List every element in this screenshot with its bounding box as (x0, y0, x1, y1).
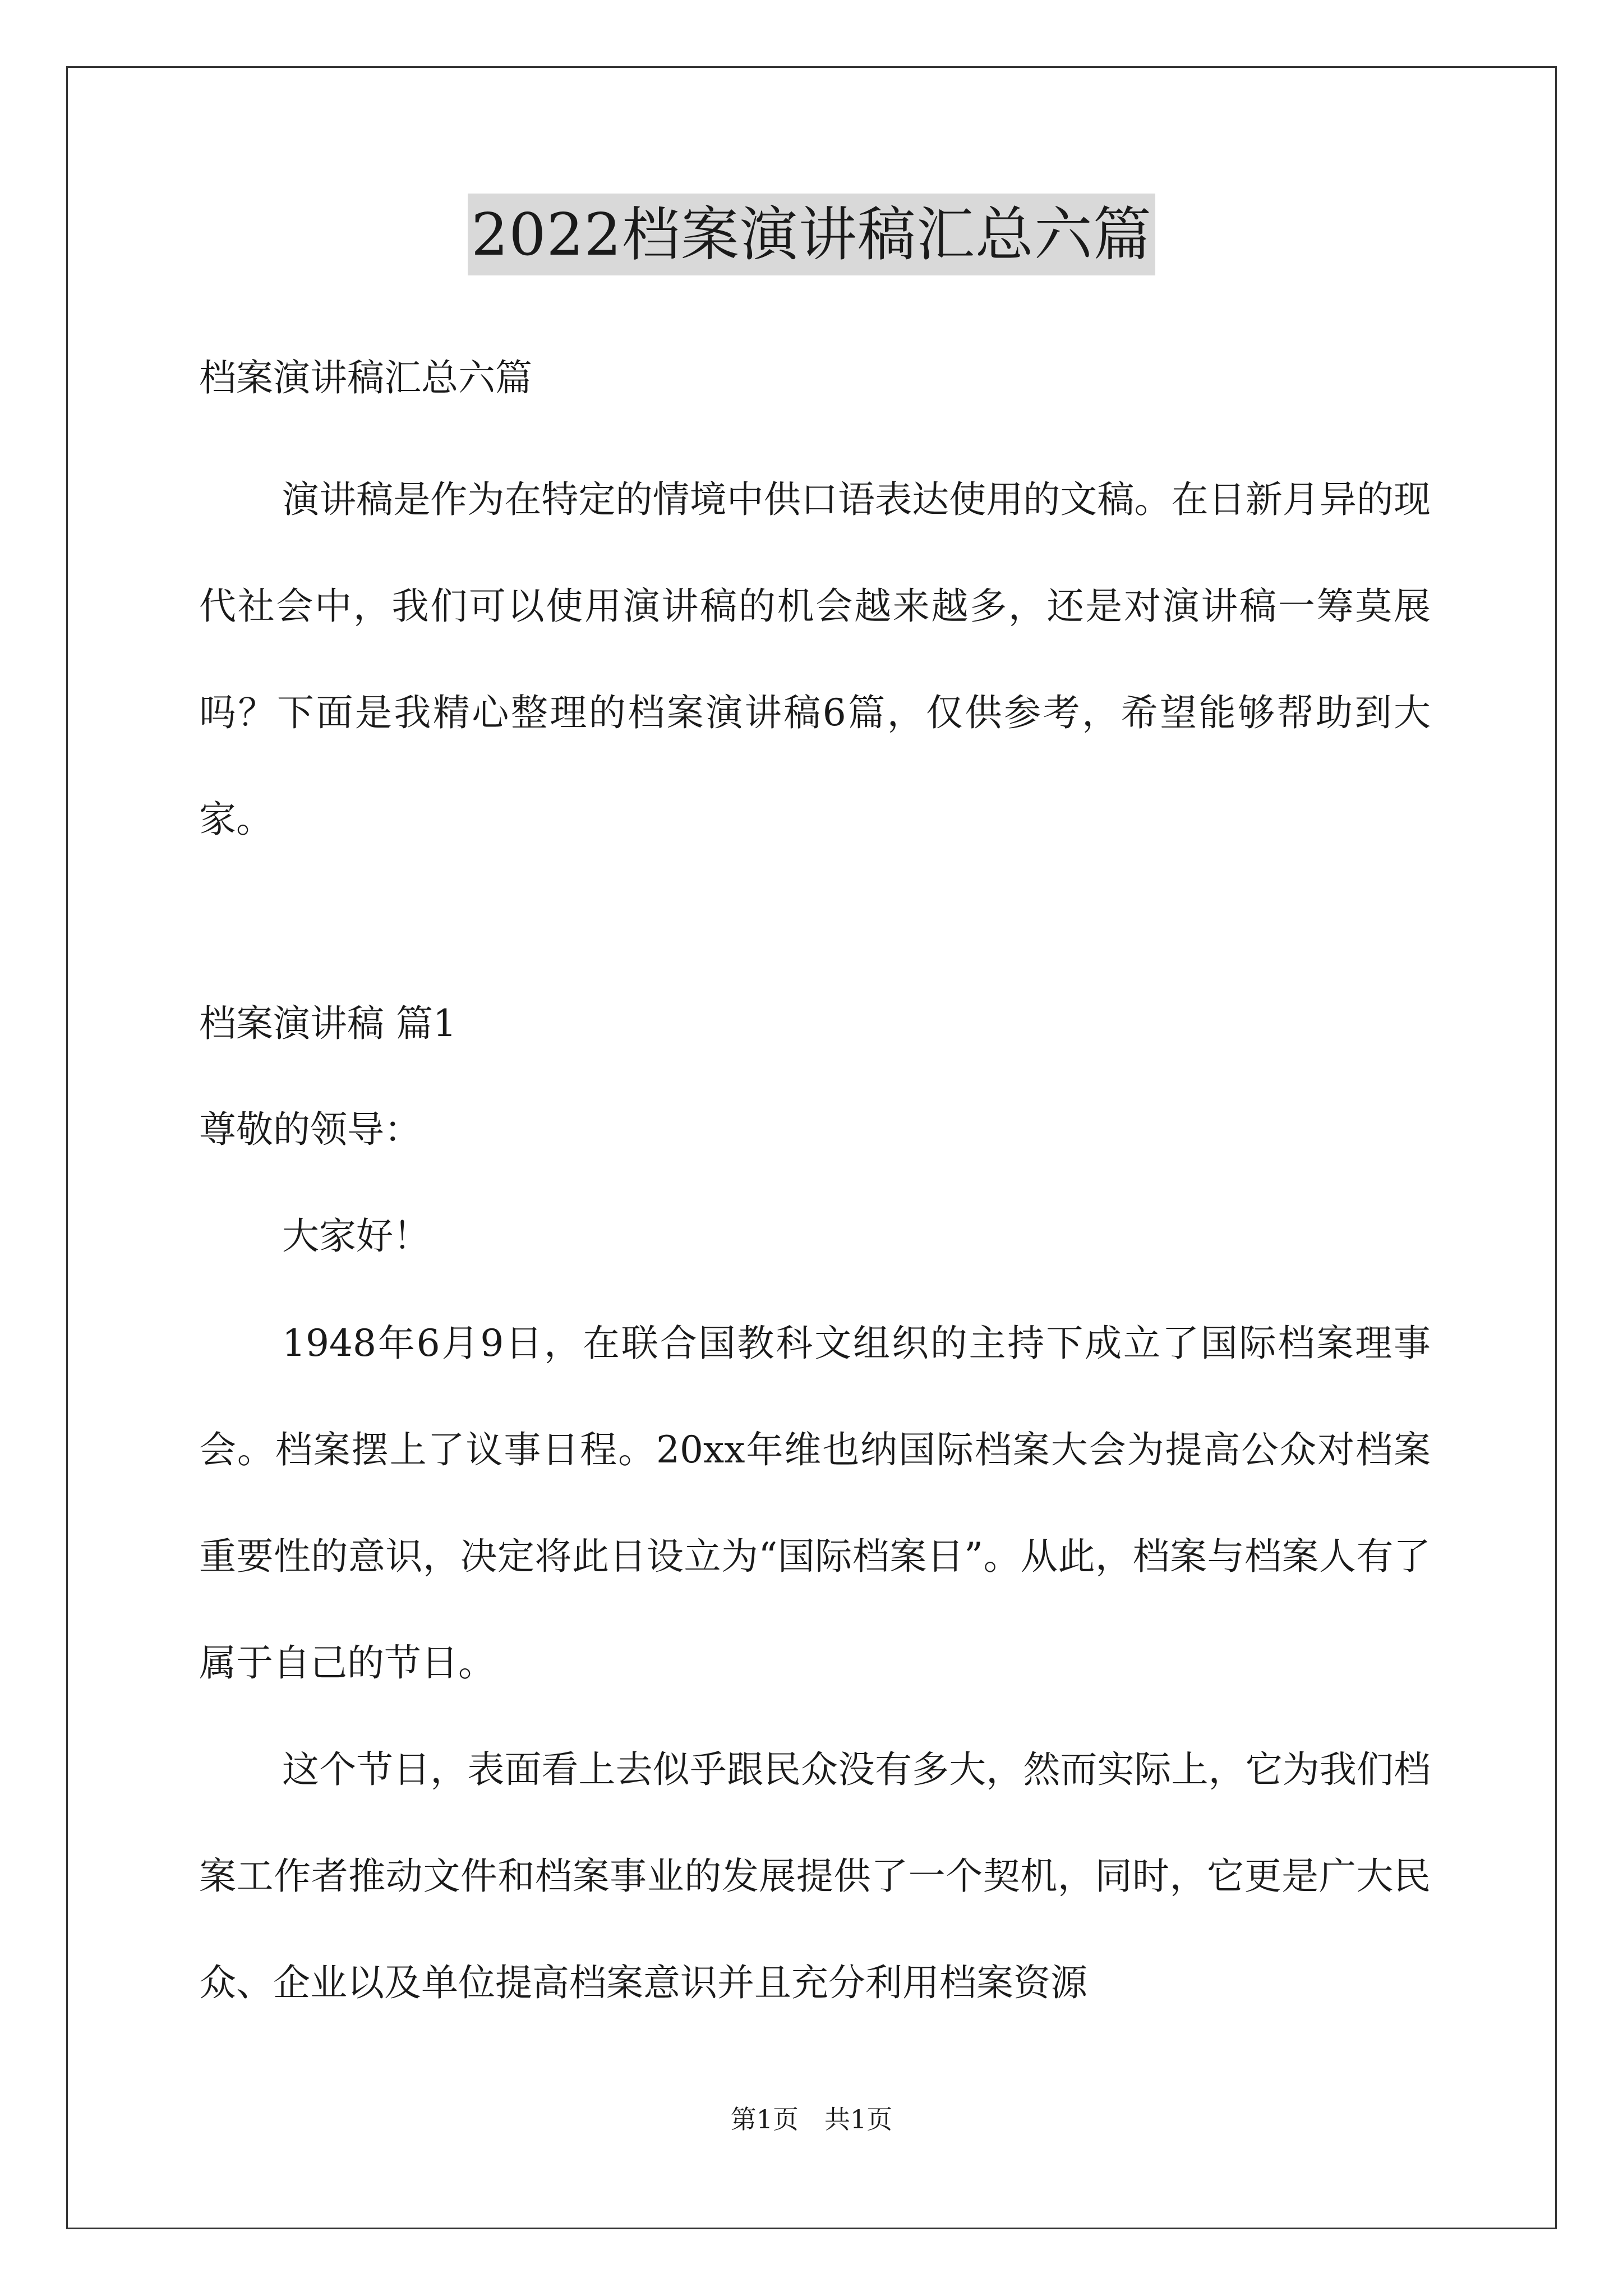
intro-paragraph: 演讲稿是作为在特定的情境中供口语表达使用的文稿。在日新月异的现代社会中，我们可以使用演讲稿的机会越来越多，还是对演讲稿一筹莫展吗？下面是我精心整理的档案演讲稿6篇，仅供参考，希望能够帮助到大家。 (199, 478, 1431, 841)
greeting: 大家好！ (282, 1214, 430, 1258)
body-paragraph: 这个节日，表面看上去似乎跟民众没有多大，然而实际上，它为我们档案工作者推动文件和档案事业的发展提供了一个契机，同时，它更是广大民众、企业以及单位提高档案意识并且充分利用档案资源 (199, 1748, 1431, 2004)
salutation: 尊敬的领导： (199, 1108, 421, 1151)
document-subtitle: 档案演讲稿汇总六篇 (199, 356, 532, 399)
document-title: 2022档案演讲稿汇总六篇 (468, 194, 1155, 275)
section-heading: 档案演讲稿 篇1 (199, 1002, 457, 1045)
title-wrap (0, 194, 1623, 275)
page-footer: 第1页 共1页 (730, 2104, 893, 2134)
body-paragraph: 1948年6月9日，在联合国教科文组织的主持下成立了国际档案理事会。档案摆上了议事日程。20xx年维也纳国际档案大会为提高公众对档案重要性的意识，决定将此日设立为“国际档案日”。从此，档案与档案人有了属于自己的节日。 (199, 1322, 1431, 1685)
